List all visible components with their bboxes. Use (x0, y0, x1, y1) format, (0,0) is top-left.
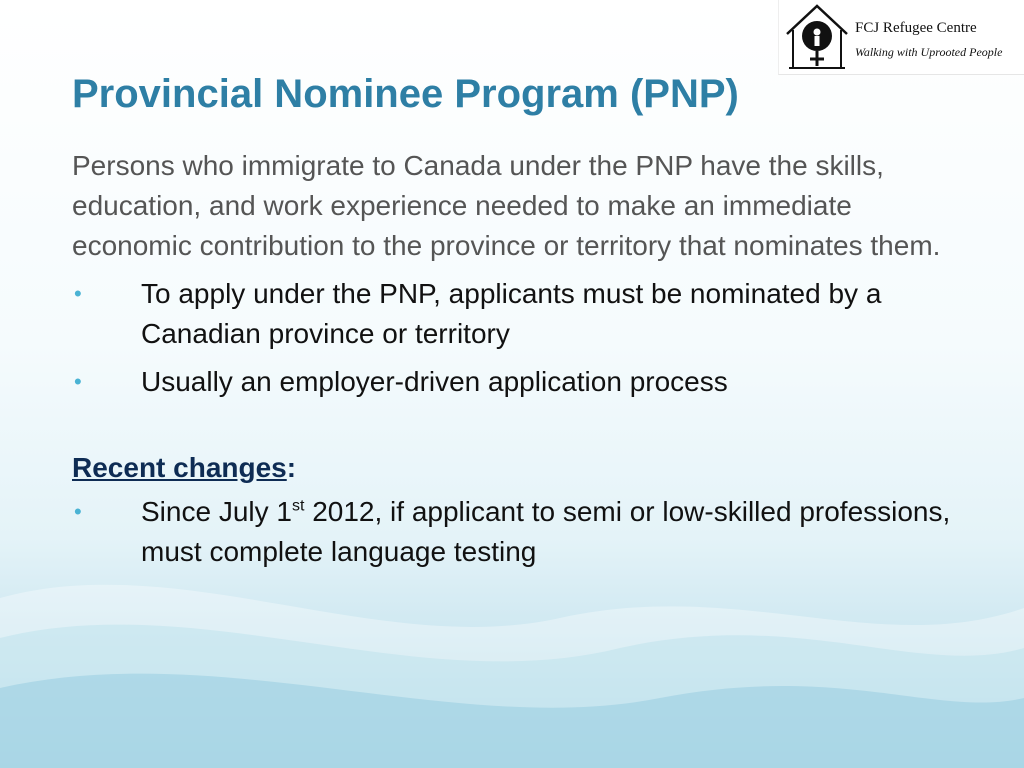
recent-changes-list (72, 492, 972, 572)
slide-body (72, 146, 972, 580)
ordinal-suffix: st (291, 497, 305, 515)
bullet-text-before: Since July 1 (141, 496, 292, 527)
heading-colon: : (286, 452, 297, 483)
bullet-list (72, 274, 972, 402)
bullet-item: • Usually an employer-driven application process (72, 362, 972, 402)
bullet-text-after: 2012, if applicant to semi or low-skilled professions, must complete language testing (141, 496, 951, 567)
logo-name: FCJ Refugee Centre (855, 20, 977, 36)
fcj-logo (778, 0, 1024, 75)
logo-tagline: Walking with Uprooted People (855, 45, 1003, 59)
intro-paragraph: Persons who immigrate to Canada under the PNP have the skills, education, and work experience needed to make an immediate economic contribution to the province or territory that nominates them. (72, 150, 941, 261)
bullet-item (72, 492, 972, 572)
slide-title: Provincial Nominee Program (PNP) (72, 72, 739, 116)
recent-changes-label: Recent changes (72, 452, 287, 483)
bullet-item: • To apply under the PNP, applicants must be nominated by a Canadian province or territory (72, 274, 972, 354)
house-figure-icon (783, 2, 851, 72)
recent-changes-heading (72, 448, 972, 488)
